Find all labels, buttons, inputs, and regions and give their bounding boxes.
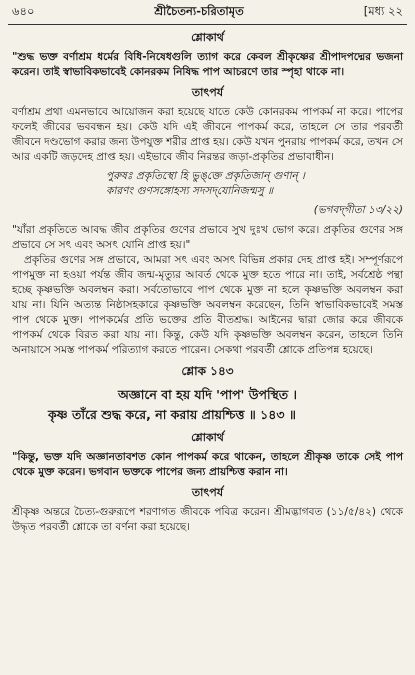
verse-line-2: কারণং গুণসঙ্গোহস্য সদসদ্‌যোনিজন্মসু ॥ xyxy=(106,185,274,197)
sloka-line-1: অজ্ঞানে বা হয় যদি 'পাপ' উপস্থিত । xyxy=(117,387,298,402)
page-number: ৬৪০ xyxy=(12,3,35,18)
purport-paragraph-2: "যাঁরা প্রকৃতিতে আবদ্ধ জীব প্রকৃতির গুণের প্রভাবে সুখ দুঃখ ভোগ করে। প্রকৃতির গুণের সঙ্গ প্রভাবে সে সৎ এবং অসৎ যোনি প্রাপ্ত হয়।" xyxy=(12,224,403,251)
translation-text-2: "কিন্তু, ভক্ত যদি অজ্ঞানতাবশত কোন পাপকর্ম করে থাকেন, তাহলে শ্রীকৃষ্ণ তাকে সেই পাপ থেকে মুক্ত করেন। ভগবান ভক্তকে পাপের জন্য প্রায়শ্চিত্ত করান না। xyxy=(12,451,403,478)
purport-paragraph-4: শ্রীকৃষ্ণ অন্তরে চৈত্য-গুরুরূপে শরণাগত জীবকে পবিত্র করেন। শ্রীমদ্ভাগবত (১১/৫/৪২) থেকে উদ্ধৃত পরবর্তী শ্লোকে তা বর্ণনা করা হয়েছে। xyxy=(12,506,403,533)
purport-paragraph-3: প্রকৃতির গুণের সঙ্গ প্রভাবে, আমরা সৎ এবং অসৎ বিভিন্ন প্রকার দেহ প্রাপ্ত হই। সম্পূর্ণরূপে পাপমুক্ত না হওয়া পর্যন্ত জীব জন্ম-মৃত্যুর আবর্ত থেকে মুক্ত হতে পারে না। তাই, সর্বশ্রেষ্ঠ পন্থা হচ্ছে কৃষ্ণভক্তি অবলম্বন করা। সর্বতোভাবে পাপ থেকে মুক্ত না হলে কৃষ্ণভক্তি অবলম্বন করা যায় না। যিনি অত্যন্ত নিষ্ঠাসহকারে কৃষ্ণভক্তি অবলম্বন করেছেন, তিনি স্বাভাবিকভাবেই সমস্ত পাপ থেকে মুক্ত। পাপকর্মের প্রতি ভক্তের প্রতি বীতশ্রদ্ধ। আইনের দ্বারা জোর করে জীবকে পাপকর্ম থেকে বিরত করা যায় না। কিন্তু, কেউ যদি কৃষ্ণভক্তি অবলম্বন করেন, তাহলে তিনি অনায়াসে সমস্ত পাপকর্ম পরিত্যাগ করতে পারেন। সেকথা পরবর্তী শ্লোকে প্রতিপন্ন হয়েছে। xyxy=(12,254,403,356)
page-header xyxy=(8,0,407,25)
translation-text: "শুদ্ধ ভক্ত বর্ণাশ্রম ধর্মের বিধি-নিষেধগুলি ত্যাগ করে কেবল শ্রীকৃষ্ণের শ্রীপাদপদ্মের ভজনা করেন। তাই স্বাভাবিকভাবেই কোনরকম নিষিদ্ধ পাপ আচরণে তার স্পৃহা থাকে না। xyxy=(12,51,403,78)
verse-line-1: পুরুষঃ প্রকৃতিস্থো হি ভুঙ্‌ক্তে প্রকৃতিজান্ গুণান্ । xyxy=(106,170,305,182)
verse-citation: (ভগবদ্‌গীতা ১৩/২২) xyxy=(313,204,403,216)
sloka-line-2: কৃষ্ণ তাঁরে শুদ্ধ করে, না করায় প্রায়শ্চিত্ত ॥ ১৪৩ ॥ xyxy=(48,407,296,422)
book-title: শ্রীচৈতন্য-চরিতামৃত xyxy=(154,3,244,18)
purport-heading-2: তাৎপর্য xyxy=(191,486,224,499)
translation-heading: শ্লোকার্থ xyxy=(191,31,224,44)
translation-heading-2: শ্লোকার্থ xyxy=(191,431,224,444)
purport-heading: তাৎপর্য xyxy=(191,86,224,99)
gita-verse xyxy=(12,169,403,199)
sloka-number: শ্লোক ১৪৩ xyxy=(181,364,234,378)
section-label: [মধ্য ২২ xyxy=(363,3,403,18)
purport-paragraph-1: বর্ণাশ্রম প্রথা এমনভাবে আয়োজন করা হয়েছে যাতে কেউ কোনরকম পাপকর্ম না করে। পাপের ফলেই জীবের ভববন্ধন হয়। কেউ যদি এই জীবনে পাপকর্ম করে, তাহলে সে তার পরবর্তী জীবনে দণ্ডভোগ করার জন্য উপযুক্ত শরীর প্রাপ্ত হয়। কেউ যখন পুনরায় পাপকর্ম করে, তখন সে আর একটি জড়দেহ প্রাপ্ত হয়। এইভাবে জীব নিরন্তর জড়া-প্রকৃতির প্রভাবাধীন। xyxy=(12,106,403,163)
